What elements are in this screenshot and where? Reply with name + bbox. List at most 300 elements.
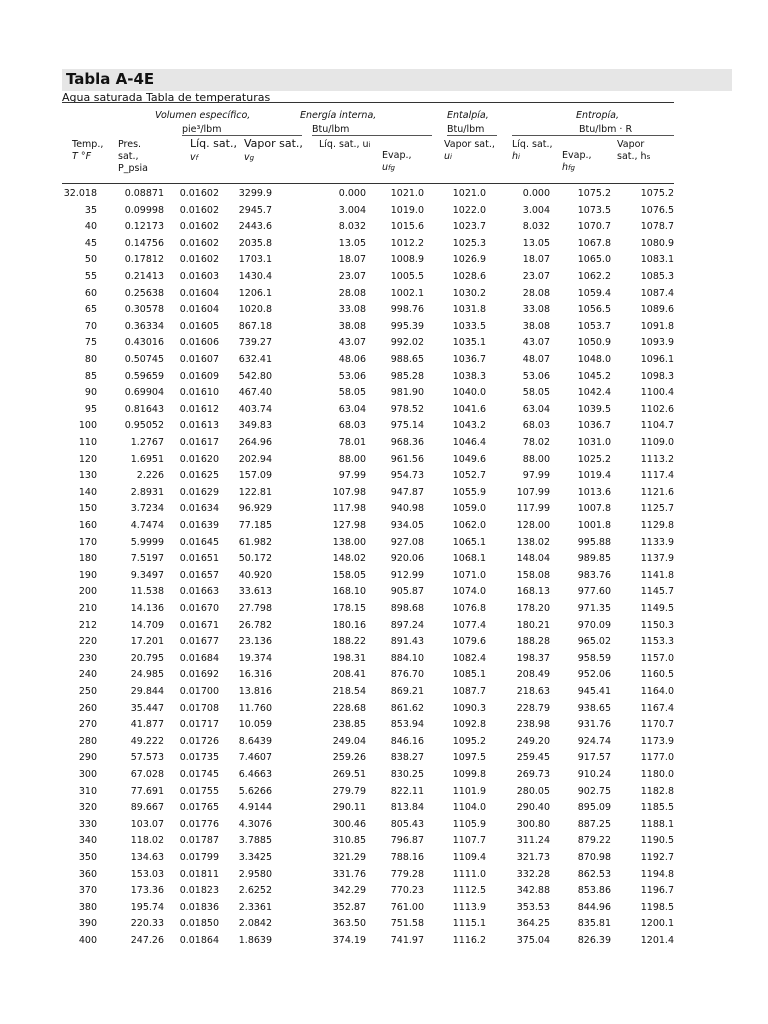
cell-uf: 279.79 (332, 785, 366, 797)
cell-uf: 97.99 (338, 470, 366, 482)
cell-vf: 0.01692 (179, 669, 219, 681)
cell-temp: 70 (84, 320, 97, 332)
cell-pres: 14.709 (130, 619, 164, 631)
cell-vf: 0.01629 (179, 486, 219, 498)
cell-sg: 1190.5 (640, 835, 674, 847)
cell-vg: 2945.7 (238, 204, 272, 216)
cell-vg: 27.798 (238, 603, 272, 614)
cell-ufg: 822.11 (390, 785, 424, 797)
cell-hfg: 1073.5 (577, 204, 611, 216)
table-row (62, 584, 674, 601)
table-row (62, 833, 674, 850)
cell-temp: 60 (84, 287, 97, 299)
cell-pres: 0.81643 (124, 403, 164, 415)
col-hg-line1: Vapor sat., (444, 139, 495, 150)
table-row (62, 618, 674, 635)
table-row (62, 883, 674, 900)
cell-hg: 1049.6 (452, 453, 486, 465)
cell-pres: 0.59659 (124, 370, 164, 382)
cell-sg: 1196.7 (640, 885, 674, 897)
cell-vf: 0.01799 (179, 852, 219, 863)
cell-pres: 0.50745 (124, 354, 164, 365)
col-sg-label: sat., h (617, 151, 647, 162)
cell-ufg: 940.98 (390, 503, 424, 515)
col-hg-subscript: i (450, 153, 452, 161)
cell-hf: 18.07 (522, 254, 550, 266)
cell-uf: 43.07 (338, 337, 366, 349)
cell-ufg: 838.27 (390, 752, 424, 764)
cell-hg: 1033.5 (452, 320, 486, 332)
cell-vf: 0.01606 (179, 337, 219, 349)
cell-hg: 1104.0 (452, 802, 486, 814)
cell-hf: 168.13 (516, 586, 550, 598)
cell-temp: 220 (78, 636, 97, 648)
cell-pres: 29.844 (130, 686, 164, 697)
cell-pres: 57.573 (130, 752, 164, 764)
col-ufg-subscript: fg (388, 164, 395, 172)
cell-hf: 23.07 (522, 271, 550, 282)
cell-ufg: 1002.1 (390, 287, 424, 299)
cell-ufg: 741.97 (390, 935, 424, 946)
cell-vf: 0.01787 (179, 835, 219, 847)
cell-vg: 2035.8 (238, 237, 272, 249)
cell-vf: 0.01708 (179, 702, 219, 714)
col-uf-label: Líq. sat., u (319, 139, 369, 150)
cell-hf: 0.000 (522, 188, 550, 199)
table-row (62, 252, 674, 269)
cell-vf: 0.01602 (179, 188, 219, 199)
cell-hf: 249.20 (516, 735, 550, 747)
table-row (62, 900, 674, 917)
cell-hf: 28.08 (522, 287, 550, 299)
cell-pres: 0.08871 (124, 188, 164, 199)
top-rule (62, 102, 674, 103)
cell-ufg: 1019.0 (390, 204, 424, 216)
cell-vf: 0.01634 (179, 503, 219, 515)
group-line-volumen (182, 135, 302, 136)
cell-hfg: 1001.8 (577, 520, 611, 531)
cell-sg: 1157.0 (640, 652, 674, 664)
cell-temp: 400 (78, 935, 97, 946)
cell-hfg: 853.86 (577, 885, 611, 897)
cell-hg: 1071.0 (452, 569, 486, 581)
table-row (62, 219, 674, 236)
col-sg-line2 (617, 151, 650, 163)
cell-uf: 331.76 (332, 868, 366, 880)
cell-vg: 2443.6 (238, 221, 272, 233)
cell-temp: 212 (78, 619, 97, 631)
cell-pres: 0.12173 (124, 221, 164, 233)
cell-hg: 1099.8 (452, 769, 486, 780)
cell-sg: 1188.1 (640, 818, 674, 830)
cell-hg: 1065.1 (452, 536, 486, 548)
col-vg-subscript: g (249, 154, 255, 162)
table-row (62, 186, 674, 203)
cell-hfg: 1039.5 (577, 403, 611, 415)
cell-hfg: 1062.2 (577, 271, 611, 282)
cell-uf: 3.004 (338, 204, 366, 216)
table-row (62, 335, 674, 352)
cell-sg: 1153.3 (640, 636, 674, 648)
cell-vg: 4.3076 (238, 818, 272, 830)
cell-sg: 1129.8 (640, 520, 674, 531)
cell-temp: 40 (84, 221, 97, 233)
table-row (62, 601, 674, 618)
cell-ufg: 796.87 (390, 835, 424, 847)
cell-pres: 17.201 (130, 636, 164, 648)
cell-ufg: 813.84 (390, 802, 424, 814)
cell-hg: 1079.6 (452, 636, 486, 648)
cell-vg: 2.6252 (238, 885, 272, 897)
cell-temp: 50 (84, 254, 97, 266)
cell-temp: 100 (78, 420, 97, 432)
cell-temp: 190 (78, 569, 97, 581)
table-row (62, 302, 674, 319)
table-row (62, 369, 674, 386)
cell-pres: 103.07 (130, 818, 164, 830)
cell-ufg: 995.39 (390, 320, 424, 332)
cell-ufg: 751.58 (390, 918, 424, 930)
cell-uf: 8.032 (338, 221, 366, 233)
group-header-energia: Energía interna, (300, 110, 377, 121)
cell-hf: 300.80 (516, 818, 550, 830)
cell-vf: 0.01639 (179, 520, 219, 531)
cell-hfg: 1067.8 (577, 237, 611, 249)
cell-temp: 80 (84, 354, 97, 365)
cell-uf: 78.01 (338, 437, 366, 448)
cell-pres: 41.877 (130, 719, 164, 731)
cell-hf: 188.28 (516, 636, 550, 648)
cell-sg: 1093.9 (640, 337, 674, 349)
cell-sg: 1137.9 (640, 553, 674, 565)
cell-hf: 148.04 (516, 553, 550, 565)
cell-vg: 542.80 (238, 370, 272, 382)
col-sg-line1: Vapor (617, 139, 645, 150)
cell-temp: 280 (78, 735, 97, 747)
cell-uf: 352.87 (332, 901, 366, 913)
cell-vf: 0.01651 (179, 553, 219, 565)
cell-vg: 3.3425 (238, 852, 272, 863)
cell-vf: 0.01609 (179, 370, 219, 382)
cell-vf: 0.01850 (179, 918, 219, 930)
cell-hf: 364.25 (516, 918, 550, 930)
cell-sg: 1149.5 (640, 603, 674, 614)
cell-vf: 0.01836 (179, 901, 219, 913)
cell-pres: 0.95052 (124, 420, 164, 432)
cell-vg: 23.136 (238, 636, 272, 648)
cell-vf: 0.01617 (179, 437, 219, 448)
cell-hfg: 1053.7 (577, 320, 611, 332)
cell-pres: 247.26 (130, 935, 164, 946)
cell-hg: 1115.1 (452, 918, 486, 930)
cell-sg: 1180.0 (640, 769, 674, 780)
cell-uf: 58.05 (338, 387, 366, 399)
cell-pres: 220.33 (130, 918, 164, 930)
cell-vg: 33.613 (238, 586, 272, 598)
cell-ufg: 992.02 (390, 337, 424, 349)
cell-uf: 269.51 (332, 769, 366, 780)
cell-hfg: 910.24 (577, 769, 611, 780)
table-row (62, 352, 674, 369)
cell-hfg: 1042.4 (577, 387, 611, 399)
cell-uf: 107.98 (332, 486, 366, 498)
cell-uf: 148.02 (332, 553, 366, 565)
cell-sg: 1125.7 (640, 503, 674, 515)
cell-vg: 122.81 (238, 486, 272, 498)
cell-vf: 0.01645 (179, 536, 219, 548)
cell-ufg: 927.08 (390, 536, 424, 548)
col-temp-line1: Temp., (72, 139, 104, 150)
cell-hg: 1043.2 (452, 420, 486, 432)
cell-vf: 0.01613 (179, 420, 219, 432)
group-unit-volumen: pie³/lbm (182, 124, 222, 135)
cell-sg: 1098.3 (640, 370, 674, 382)
cell-ufg: 961.56 (390, 453, 424, 465)
cell-sg: 1091.8 (640, 320, 674, 332)
cell-vg: 19.374 (238, 652, 272, 664)
cell-pres: 134.63 (130, 852, 164, 863)
col-hf-line1: Líq. sat., (512, 139, 553, 150)
cell-pres: 0.25638 (124, 287, 164, 299)
cell-hf: 332.28 (516, 868, 550, 880)
table-row (62, 286, 674, 303)
cell-uf: 310.85 (332, 835, 366, 847)
table-row (62, 750, 674, 767)
cell-vf: 0.01604 (179, 304, 219, 316)
cell-hg: 1085.1 (452, 669, 486, 681)
cell-pres: 2.226 (136, 470, 164, 482)
group-line-energia (312, 135, 432, 136)
table-row (62, 800, 674, 817)
cell-hg: 1052.7 (452, 470, 486, 482)
cell-hg: 1090.3 (452, 702, 486, 714)
table-row (62, 568, 674, 585)
cell-vf: 0.01607 (179, 354, 219, 365)
group-header-entalpia: Entalpía, (447, 110, 489, 121)
cell-hg: 1025.3 (452, 237, 486, 249)
cell-vg: 77.185 (238, 520, 272, 531)
cell-ufg: 975.14 (390, 420, 424, 432)
cell-hf: 63.04 (522, 403, 550, 415)
col-hg-symbol: u (444, 151, 451, 162)
cell-temp: 75 (84, 337, 97, 349)
cell-vg: 3.7885 (238, 835, 272, 847)
cell-uf: 48.06 (338, 354, 366, 365)
cell-uf: 259.26 (332, 752, 366, 764)
cell-hf: 180.21 (516, 619, 550, 631)
cell-uf: 13.05 (338, 237, 366, 249)
cell-uf: 158.05 (332, 569, 366, 581)
cell-hf: 158.08 (516, 569, 550, 581)
cell-temp: 320 (78, 802, 97, 814)
cell-temp: 290 (78, 752, 97, 764)
cell-hfg: 924.74 (577, 735, 611, 747)
cell-hg: 1023.7 (452, 221, 486, 233)
cell-uf: 208.41 (332, 669, 366, 681)
cell-pres: 67.028 (130, 769, 164, 780)
table-row (62, 784, 674, 801)
cell-pres: 2.8931 (130, 486, 164, 498)
cell-uf: 18.07 (338, 254, 366, 266)
cell-vg: 11.760 (238, 702, 272, 714)
cell-ufg: 1012.2 (390, 237, 424, 249)
cell-uf: 300.46 (332, 818, 366, 830)
cell-uf: 178.15 (332, 603, 366, 614)
cell-hg: 1055.9 (452, 486, 486, 498)
cell-hg: 1112.5 (452, 885, 486, 897)
table-row (62, 236, 674, 253)
cell-vf: 0.01602 (179, 254, 219, 266)
cell-vg: 50.172 (238, 553, 272, 565)
cell-temp: 240 (78, 669, 97, 681)
cell-ufg: 1008.9 (390, 254, 424, 266)
cell-pres: 4.7474 (130, 520, 164, 531)
cell-vf: 0.01726 (179, 735, 219, 747)
cell-hfg: 1013.6 (577, 486, 611, 498)
cell-pres: 14.136 (130, 603, 164, 614)
cell-hg: 1113.9 (452, 901, 486, 913)
cell-ufg: 905.87 (390, 586, 424, 598)
table-row (62, 667, 674, 684)
cell-ufg: 1021.0 (390, 188, 424, 199)
table-row (62, 717, 674, 734)
cell-vg: 739.27 (238, 337, 272, 349)
cell-temp: 55 (84, 271, 97, 282)
cell-hf: 33.08 (522, 304, 550, 316)
cell-hg: 1109.4 (452, 852, 486, 863)
cell-vg: 5.6266 (238, 785, 272, 797)
cell-temp: 85 (84, 370, 97, 382)
cell-sg: 1167.4 (640, 702, 674, 714)
cell-hg: 1101.9 (452, 785, 486, 797)
cell-vg: 202.94 (238, 453, 272, 465)
col-vg-symbol: v (244, 152, 250, 163)
cell-hg: 1105.9 (452, 818, 486, 830)
cell-hg: 1082.4 (452, 652, 486, 664)
cell-pres: 24.985 (130, 669, 164, 681)
cell-hfg: 870.98 (577, 852, 611, 863)
cell-pres: 0.17812 (124, 254, 164, 266)
cell-uf: 23.07 (338, 271, 366, 282)
cell-temp: 170 (78, 536, 97, 548)
cell-sg: 1141.8 (640, 569, 674, 581)
cell-sg: 1133.9 (640, 536, 674, 548)
cell-uf: 198.31 (332, 652, 366, 664)
cell-sg: 1078.7 (640, 221, 674, 233)
cell-vg: 26.782 (238, 619, 272, 631)
table-row (62, 701, 674, 718)
cell-sg: 1076.5 (640, 204, 674, 216)
table-subtitle: Agua saturada Tabla de temperaturas (62, 91, 271, 104)
cell-ufg: 884.10 (390, 652, 424, 664)
cell-uf: 342.29 (332, 885, 366, 897)
cell-vg: 3299.9 (238, 188, 272, 199)
group-unit-entropia: Btu/lbm · R (579, 124, 633, 135)
cell-hf: 68.03 (522, 420, 550, 432)
cell-hf: 53.06 (522, 370, 550, 382)
cell-hfg: 952.06 (577, 669, 611, 681)
cell-sg: 1100.4 (640, 387, 674, 399)
cell-pres: 0.09998 (124, 204, 164, 216)
group-header-entropia: Entropía, (576, 110, 619, 121)
cell-uf: 127.98 (332, 520, 366, 531)
cell-uf: 168.10 (332, 586, 366, 598)
group-unit-energia: Btu/lbm (312, 124, 350, 135)
table-row (62, 468, 674, 485)
cell-temp: 180 (78, 553, 97, 565)
cell-temp: 45 (84, 237, 97, 249)
cell-temp: 65 (84, 304, 97, 316)
cell-vf: 0.01610 (179, 387, 219, 399)
table-row (62, 933, 674, 950)
cell-uf: 63.04 (338, 403, 366, 415)
cell-hf: 321.73 (516, 852, 550, 863)
col-hfg-line1: Evap., (562, 150, 592, 161)
cell-vg: 40.920 (238, 569, 272, 581)
cell-hfg: 1065.0 (577, 254, 611, 266)
col-hfg-symbol: h (562, 162, 569, 173)
cell-vf: 0.01602 (179, 221, 219, 233)
cell-hf: 353.53 (516, 901, 550, 913)
table-row (62, 435, 674, 452)
cell-ufg: 954.73 (390, 470, 424, 482)
cell-temp: 140 (78, 486, 97, 498)
cell-uf: 33.08 (338, 304, 366, 316)
cell-ufg: 891.43 (390, 636, 424, 648)
col-ufg-line2 (382, 162, 395, 174)
cell-vg: 2.9580 (238, 868, 272, 880)
col-hg-line2 (444, 151, 452, 163)
cell-vf: 0.01603 (179, 271, 219, 282)
cell-ufg: 853.94 (390, 719, 424, 731)
cell-pres: 5.9999 (130, 536, 164, 548)
cell-vg: 632.41 (238, 354, 272, 365)
cell-hfg: 1031.0 (577, 437, 611, 448)
cell-hg: 1035.1 (452, 337, 486, 349)
cell-vf: 0.01811 (179, 868, 219, 880)
cell-temp: 330 (78, 818, 97, 830)
cell-sg: 1145.7 (640, 586, 674, 598)
cell-pres: 11.538 (130, 586, 164, 598)
cell-vf: 0.01671 (179, 619, 219, 631)
cell-ufg: 947.87 (390, 486, 424, 498)
cell-pres: 3.7234 (130, 503, 164, 515)
cell-ufg: 897.24 (390, 619, 424, 631)
table-row (62, 402, 674, 419)
cell-vf: 0.01620 (179, 453, 219, 465)
cell-vf: 0.01604 (179, 287, 219, 299)
cell-vg: 7.4607 (238, 752, 272, 764)
cell-hf: 48.07 (522, 354, 550, 365)
cell-ufg: 1005.5 (390, 271, 424, 282)
cell-vf: 0.01670 (179, 603, 219, 614)
cell-hg: 1097.5 (452, 752, 486, 764)
cell-vf: 0.01605 (179, 320, 219, 332)
cell-sg: 1201.4 (640, 935, 674, 946)
cell-uf: 117.98 (332, 503, 366, 515)
cell-hfg: 945.41 (577, 686, 611, 697)
cell-hf: 8.032 (522, 221, 550, 233)
cell-vf: 0.01745 (179, 769, 219, 780)
table-row (62, 319, 674, 336)
col-hfg-subscript: fg (568, 164, 575, 172)
table-row (62, 518, 674, 535)
cell-vg: 10.059 (238, 719, 272, 731)
cell-temp: 300 (78, 769, 97, 780)
cell-sg: 1173.9 (640, 735, 674, 747)
cell-hg: 1046.4 (452, 437, 486, 448)
cell-uf: 138.00 (332, 536, 366, 548)
